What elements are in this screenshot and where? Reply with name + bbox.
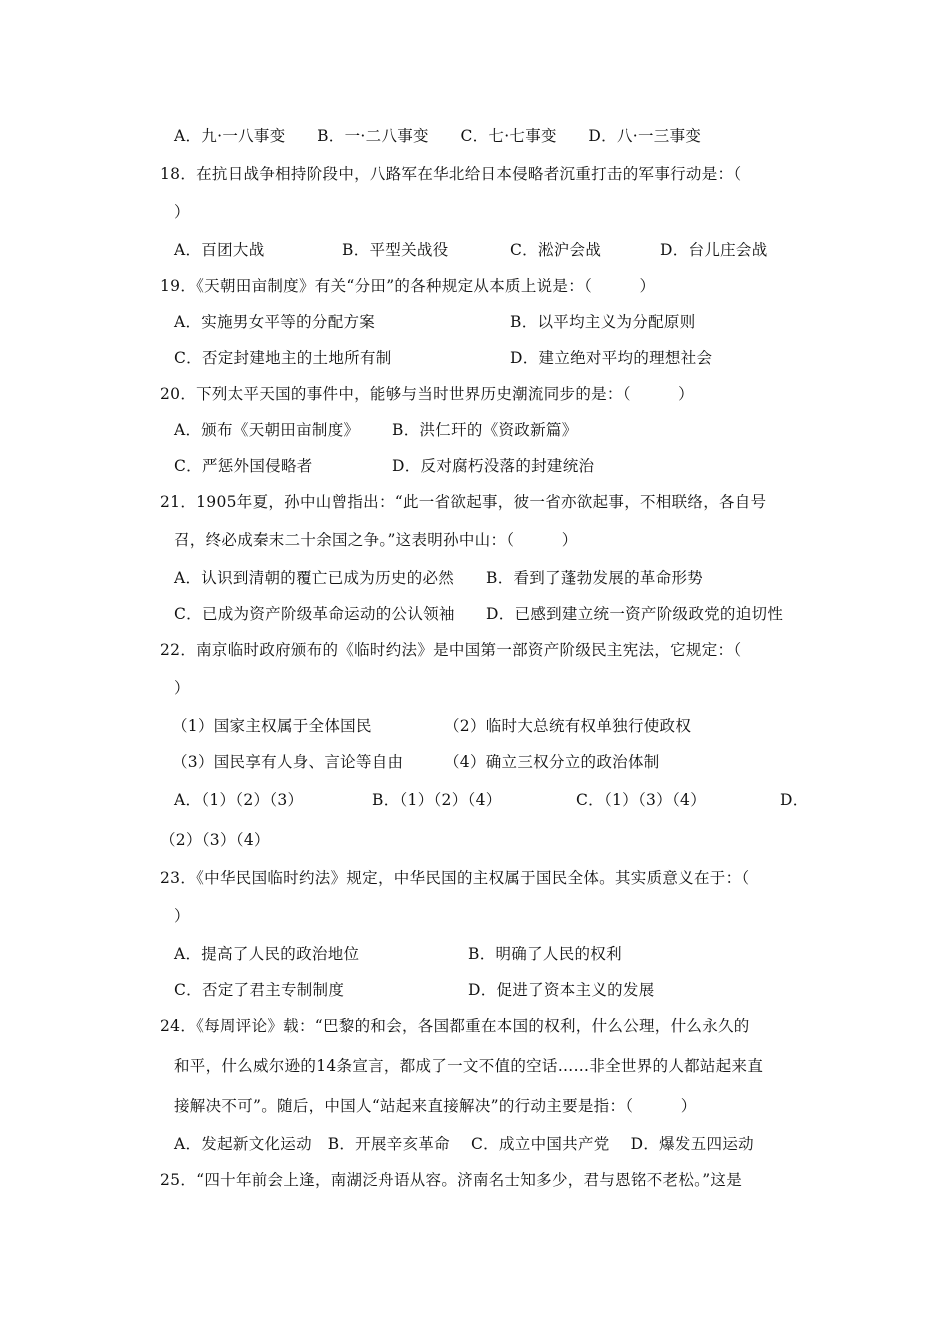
q23-option-d: D．促进了资本主义的发展 [468, 981, 655, 999]
q20-stem: 20．下列太平天国的事件中，能够与当时世界历史潮流同步的是：（ ） [160, 385, 694, 403]
q18-option-d: D．台儿庄会战 [660, 241, 768, 259]
q19-option-c: C．否定封建地主的土地所有制 [174, 349, 392, 367]
q18-option-a: A．百团大战 [174, 241, 265, 259]
q23-option-a: A．提高了人民的政治地位 [174, 945, 360, 963]
q18-option-c: C．淞沪会战 [510, 241, 602, 259]
q25-stem: 25．“四十年前会上逢，南湖泛舟语从容。济南名士知多少，君与恩铭不老松。”这是 [160, 1171, 743, 1189]
q22-option-b: B．（1）（2）（4） [372, 791, 502, 809]
q24-stem-cont-1: 和平，什么威尔逊的14条宣言，都成了一文不值的空话……非全世界的人都站起来直 [174, 1057, 764, 1075]
q24-stem-cont-2: 接解决不可”。随后，中国人“站起来直接解决”的行动主要是指：（ ） [174, 1097, 697, 1115]
q20-option-c: C．严惩外国侵略者 [174, 457, 313, 475]
q22-item-1: （1）国家主权属于全体国民 [172, 717, 372, 735]
q22-stem: 22．南京临时政府颁布的《临时约法》是中国第一部资产阶级民主宪法，它规定：（ [160, 641, 742, 659]
q22-option-d: D． [780, 791, 809, 809]
q23-option-b: B．明确了人民的权利 [468, 945, 622, 963]
q24-options: A．发起新文化运动 B．开展辛亥革命 C．成立中国共产党 D．爆发五四运动 [174, 1135, 754, 1153]
q19-option-d: D．建立绝对平均的理想社会 [510, 349, 713, 367]
q22-option-a: A．（1）（2）（3） [174, 791, 304, 809]
q17-options: A．九·一八事变 B．一·二八事变 C．七·七事变 D．八·一三事变 [174, 127, 702, 145]
q22-item-2: （2）临时大总统有权单独行使政权 [444, 717, 692, 735]
q23-option-c: C．否定了君主专制制度 [174, 981, 345, 999]
q23-stem: 23．《中华民国临时约法》规定，中华民国的主权属于国民全体。其实质意义在于：（ [160, 869, 750, 887]
q18-option-b: B．平型关战役 [342, 241, 449, 259]
q21-option-a: A．认识到清朝的覆亡已成为历史的必然 [174, 569, 455, 587]
q18-stem-cont: ） [174, 203, 190, 221]
q23-stem-cont: ） [174, 907, 190, 925]
q21-stem: 21．1905年夏，孙中山曾指出：“此一省欲起事，彼一省亦欲起事，不相联络，各自号 [160, 493, 767, 511]
q22-stem-cont: ） [174, 679, 190, 697]
q19-option-b: B．以平均主义为分配原则 [510, 313, 696, 331]
q22-item-4: （4）确立三权分立的政治体制 [444, 753, 660, 771]
q18-stem: 18．在抗日战争相持阶段中，八路军在华北给日本侵略者沉重打击的军事行动是：（ [160, 165, 742, 183]
q21-stem-cont: 召，终必成秦末二十余国之争。”这表明孙中山：（ ） [174, 531, 578, 549]
q19-stem: 19．《天朝田亩制度》有关“分田”的各种规定从本质上说是：（ ） [160, 277, 656, 295]
q20-option-d: D．反对腐朽没落的封建统治 [392, 457, 595, 475]
q20-option-a: A．颁布《天朝田亩制度》 [174, 421, 360, 439]
q21-option-d: D．已感到建立统一资产阶级政党的迫切性 [486, 605, 784, 623]
q22-option-c: C．（1）（3）（4） [576, 791, 706, 809]
q24-stem: 24．《每周评论》载：“巴黎的和会，各国都重在本国的权利，什么公理，什么永久的 [160, 1017, 750, 1035]
q22-item-3: （3）国民享有人身、言论等自由 [172, 753, 404, 771]
q20-option-b: B．洪仁玕的《资政新篇》 [392, 421, 578, 439]
q21-option-b: B．看到了蓬勃发展的革命形势 [486, 569, 704, 587]
q22-option-d-cont: （2）（3）（4） [160, 831, 270, 849]
q19-option-a: A．实施男女平等的分配方案 [174, 313, 376, 331]
q21-option-c: C．已成为资产阶级革命运动的公认领袖 [174, 605, 455, 623]
